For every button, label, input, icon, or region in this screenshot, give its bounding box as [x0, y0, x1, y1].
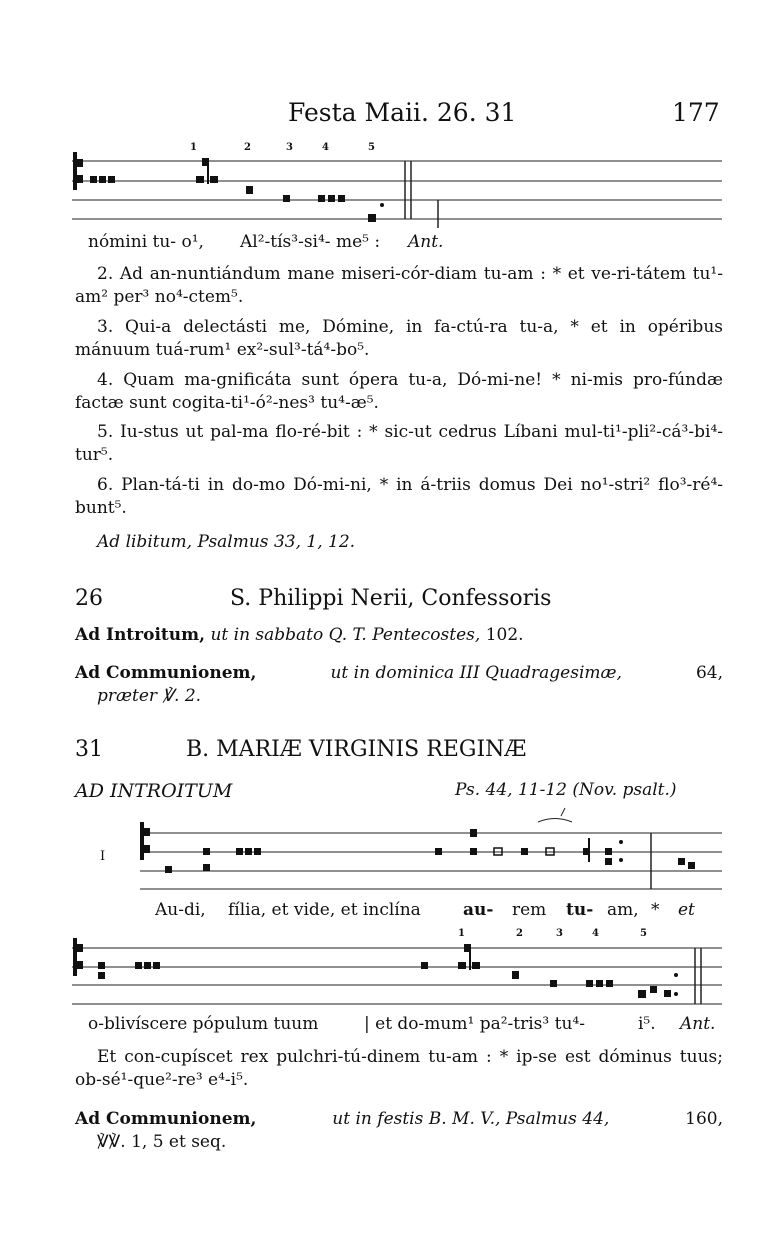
- tone-marker-2-1: 1: [458, 928, 465, 939]
- tone-marker-4: 4: [322, 142, 329, 153]
- page-number: 177: [672, 98, 720, 127]
- mode-number: I: [100, 849, 106, 864]
- section-26-title: S. Philippi Nerii, Confessoris: [230, 586, 552, 611]
- ad-libitum-note: Ad libitum, Psalmus 33, 1, 12.: [97, 532, 356, 552]
- introitus-label: Ad Introitum,: [75, 625, 206, 645]
- communio-label-26: Ad Communionem,: [75, 663, 257, 683]
- psalm-reference: Ps. 44, 11-12 (Nov. psalt.): [455, 780, 677, 800]
- section-31-title: B. MARIÆ VIRGINIS REGINÆ: [186, 737, 527, 762]
- tone-marker-2: 2: [244, 142, 251, 153]
- running-header-title: Festa Maii. 26. 31: [288, 98, 517, 127]
- lyrics1-et: et: [678, 900, 695, 920]
- communio-ref-31: ut in festis B. M. V., Psalmus 44,: [332, 1109, 610, 1129]
- tone-marker-3: 3: [286, 142, 293, 153]
- lyrics1-star: *: [651, 900, 660, 920]
- staff-1-lyric-a: nómini tu- o¹,: [88, 232, 204, 252]
- staff-1-antiphon: Ant.: [408, 232, 444, 252]
- tone-marker-2-5: 5: [640, 928, 647, 939]
- communio-label-31: Ad Communionem,: [75, 1109, 257, 1129]
- lyrics2-c: i⁵.: [638, 1014, 656, 1034]
- lyrics1-filia: fília, et vide, et inclína: [228, 900, 421, 920]
- lyrics1-am: am,: [607, 900, 639, 920]
- verse-5: 5. Iu-stus ut pal-ma flo-ré-bit : * sic-ut cedrus Líbani mul-ti¹-pli²-cá³-bi⁴-tur⁵.: [75, 422, 723, 465]
- verse-3: 3. Qui-a delectásti me, Dómine, in fa-ctú-ra tu-a, * et in opéribus mánuum tuá-rum¹ ex²-sul³-tá⁴-bo⁵.: [75, 317, 723, 360]
- verse-2: 2. Ad an-nuntiándum mane miseri-cór-diam tu-am : * et ve-ri-tátem tu¹-am² per³ no⁴-ctem⁵.: [75, 264, 723, 307]
- lyrics1-tu: tu-: [566, 900, 594, 920]
- communio-page-26: 64,: [695, 663, 723, 683]
- tone-marker-2-4: 4: [592, 928, 599, 939]
- communio-page-31: 160,: [685, 1109, 723, 1129]
- chant-label: AD INTROITUM: [75, 780, 233, 802]
- lyrics1-au: au-: [463, 900, 494, 920]
- verse-4: 4. Quam ma-gnificáta sunt ópera tu-a, Dó-mi-ne! * ni-mis pro-fúndæ factæ sunt cogita-ti¹-ó²-nes³ tu⁴-æ⁵.: [75, 370, 723, 413]
- lyrics2-a: o-blivíscere pópulum tuum: [88, 1014, 319, 1034]
- tone-marker-5: 5: [368, 142, 375, 153]
- introitus-ref: ut in sabbato Q. T. Pentecostes,: [210, 625, 481, 645]
- lyrics1-rem: rem: [512, 900, 547, 920]
- communio-line2-31: ℣℣. 1, 5 et seq.: [97, 1132, 227, 1152]
- tone-marker-2-2: 2: [516, 928, 523, 939]
- tone-marker-1: 1: [190, 142, 197, 153]
- section-26-number: 26: [75, 586, 103, 611]
- introitus-page: 102.: [485, 625, 524, 645]
- lyrics1-audi: Au-di,: [155, 900, 206, 920]
- verse-6: 6. Plan-tá-ti in do-mo Dó-mi-ni, * in á-triis domus Dei no¹-stri² flo³-ré⁴-bunt⁵.: [75, 475, 723, 518]
- communio-line2-26: præter ℣. 2.: [97, 686, 202, 706]
- verse-31: Et con-cupíscet rex pulchri-tú-dinem tu-am : * ip-se est dóminus tuus; ob-sé¹-que²-re³ e⁴-i⁵.: [75, 1047, 723, 1090]
- staff-1-lyric-b: Al²-tís³-si⁴- me⁵ :: [240, 232, 381, 252]
- communio-ref-26: ut in dominica III Quadragesimæ,: [330, 663, 622, 683]
- section-31-number: 31: [75, 737, 103, 762]
- tone-marker-2-3: 3: [556, 928, 563, 939]
- lyrics2-b: | et do-mum¹ pa²-tris³ tu⁴-: [364, 1014, 585, 1034]
- lyrics2-antiphon: Ant.: [680, 1014, 716, 1034]
